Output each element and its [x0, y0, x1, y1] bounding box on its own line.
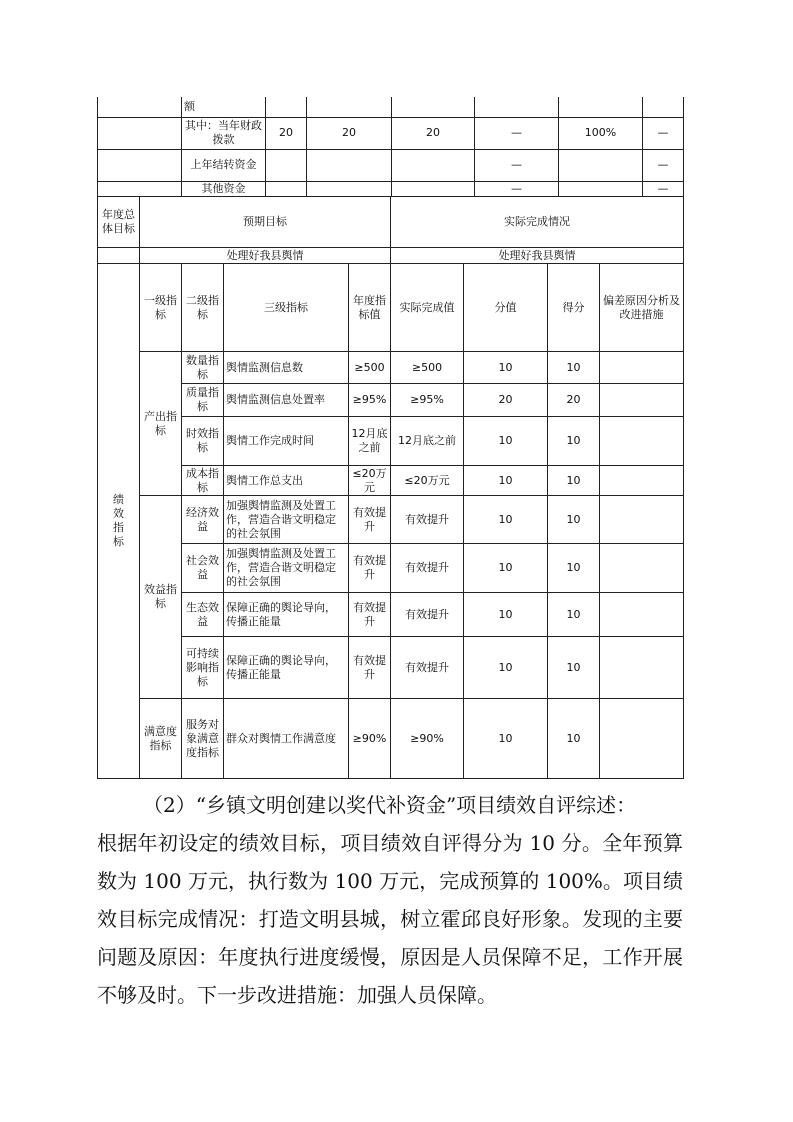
budget-table	[97, 97, 684, 197]
score: 10	[548, 496, 600, 544]
annual-goal-table	[97, 196, 684, 264]
budget-value-c3	[392, 97, 475, 117]
deviation-note	[600, 384, 684, 417]
score: 10	[548, 466, 600, 496]
summary-heading: （2）“乡镇文明创建以奖代补资金”项目绩效自评综述：	[143, 793, 637, 817]
level3-indicator: 保障正确的舆论导向，传播正能量	[224, 593, 349, 637]
score-value: 10	[464, 593, 548, 637]
level2-indicator: 质量指标	[182, 384, 224, 417]
column-header: 二级指标	[182, 264, 224, 352]
score: 10	[548, 637, 600, 699]
annual-goal-label: 年度总体目标	[98, 197, 140, 248]
indicator-row	[98, 544, 684, 593]
budget-row	[98, 117, 684, 149]
indicator-row	[98, 496, 684, 544]
level2-indicator: 数量指标	[182, 352, 224, 384]
actual-value: 有效提升	[391, 544, 464, 593]
indicator-row	[98, 384, 684, 417]
budget-value-c4: —	[475, 181, 559, 196]
deviation-note	[600, 593, 684, 637]
level3-indicator: 舆情工作完成时间	[224, 417, 349, 466]
indicator-row	[98, 352, 684, 384]
actual-value: ≤20万元	[391, 466, 464, 496]
score: 10	[548, 417, 600, 466]
score-value: 10	[464, 417, 548, 466]
summary-body: 根据年初设定的绩效目标，项目绩效自评得分为 10 分。全年预算数为 100 万元，执行数为 100 万元，完成预算的 100%。项目绩效目标完成情况：打造文明县城，树立霍邱良好形象。发现的主要问题及原因：年度执行进度缓慢，原因是人员保障不足，工作开展不够及时。下一步改进措施：加强人员保障。	[97, 831, 683, 1007]
empty-cell	[98, 248, 140, 264]
actual-value: 有效提升	[391, 496, 464, 544]
level1-indicator: 效益指标	[140, 496, 182, 699]
actual-value: ≥95%	[391, 384, 464, 417]
budget-row-label: 其他资金	[182, 181, 266, 196]
deviation-note	[600, 352, 684, 384]
score-value: 10	[464, 352, 548, 384]
level1-indicator: 产出指标	[140, 352, 182, 496]
actual-value: 有效提升	[391, 637, 464, 699]
score: 20	[548, 384, 600, 417]
indicator-row	[98, 593, 684, 637]
score-value: 10	[464, 637, 548, 699]
target-value: ≥95%	[349, 384, 391, 417]
score-value: 20	[464, 384, 548, 417]
expected-goal: 处理好我县舆情	[140, 248, 391, 264]
level3-indicator: 舆情工作总支出	[224, 466, 349, 496]
score: 10	[548, 699, 600, 779]
column-header: 一级指标	[140, 264, 182, 352]
target-value: 有效提升	[349, 637, 391, 699]
column-header: 三级指标	[224, 264, 349, 352]
header-row	[98, 264, 684, 352]
target-value: 12月底之前	[349, 417, 391, 466]
budget-row-label: 额	[182, 97, 266, 117]
budget-value-c2	[307, 97, 392, 117]
level2-indicator: 生态效益	[182, 593, 224, 637]
performance-indicator-label: 绩效指标	[98, 264, 140, 779]
level3-indicator: 群众对舆情工作满意度	[224, 699, 349, 779]
score-value: 10	[464, 466, 548, 496]
target-value: 有效提升	[349, 544, 391, 593]
budget-value-c1	[266, 181, 307, 196]
budget-value-c5	[559, 97, 643, 117]
budget-row	[98, 149, 684, 181]
budget-value-c3	[392, 181, 475, 196]
level2-indicator: 社会效益	[182, 544, 224, 593]
level2-indicator: 经济效益	[182, 496, 224, 544]
budget-value-c2	[307, 181, 392, 196]
deviation-note	[600, 637, 684, 699]
target-value: 有效提升	[349, 496, 391, 544]
empty-cell	[98, 181, 182, 196]
score: 10	[548, 544, 600, 593]
indicator-row	[98, 699, 684, 779]
indicator-table	[97, 263, 684, 779]
actual-value: ≥90%	[391, 699, 464, 779]
budget-row	[98, 181, 684, 196]
level2-indicator: 服务对象满意度指标	[182, 699, 224, 779]
budget-value-c3	[392, 149, 475, 181]
budget-value-c6: —	[643, 117, 684, 149]
budget-value-c3: 20	[392, 117, 475, 149]
deviation-note	[600, 496, 684, 544]
budget-value-c1	[266, 149, 307, 181]
target-value: 有效提升	[349, 593, 391, 637]
budget-value-c1	[266, 97, 307, 117]
budget-value-c4: —	[475, 149, 559, 181]
indicator-row	[98, 417, 684, 466]
budget-value-c2: 20	[307, 117, 392, 149]
deviation-note	[600, 466, 684, 496]
level3-indicator: 保障正确的舆论导向，传播正能量	[224, 637, 349, 699]
level3-indicator: 加强舆情监测及处置工作，营造合谐文明稳定的社会氛围	[224, 544, 349, 593]
column-header: 得分	[548, 264, 600, 352]
target-value: ≤20万元	[349, 466, 391, 496]
budget-value-c5	[559, 181, 643, 196]
deviation-note	[600, 544, 684, 593]
level2-indicator: 时效指标	[182, 417, 224, 466]
actual-value: 有效提升	[391, 593, 464, 637]
summary-section	[97, 786, 683, 1014]
empty-cell	[98, 117, 182, 149]
indicator-row	[98, 637, 684, 699]
level2-indicator: 成本指标	[182, 466, 224, 496]
budget-value-c1: 20	[266, 117, 307, 149]
target-value: ≥90%	[349, 699, 391, 779]
empty-cell	[98, 97, 182, 117]
column-header: 分值	[464, 264, 548, 352]
budget-value-c5: 100%	[559, 117, 643, 149]
budget-row	[98, 97, 684, 117]
level1-indicator: 满意度指标	[140, 699, 182, 779]
level3-indicator: 舆情监测信息处置率	[224, 384, 349, 417]
target-value: ≥500	[349, 352, 391, 384]
actual-goal: 处理好我县舆情	[391, 248, 684, 264]
column-header: 年度指标值	[349, 264, 391, 352]
score-value: 10	[464, 496, 548, 544]
level2-indicator: 可持续影响指标	[182, 637, 224, 699]
score: 10	[548, 352, 600, 384]
score-value: 10	[464, 544, 548, 593]
budget-row-label: 上年结转资金	[182, 149, 266, 181]
deviation-note	[600, 417, 684, 466]
actual-value: 12月底之前	[391, 417, 464, 466]
budget-value-c6: —	[643, 181, 684, 196]
budget-value-c4	[475, 97, 559, 117]
column-header: 偏差原因分析及改进措施	[600, 264, 684, 352]
budget-value-c6	[643, 97, 684, 117]
budget-value-c6: —	[643, 149, 684, 181]
budget-value-c2	[307, 149, 392, 181]
score-value: 10	[464, 699, 548, 779]
budget-value-c4: —	[475, 117, 559, 149]
budget-row-label: 其中：当年财政拨款	[182, 117, 266, 149]
budget-value-c5	[559, 149, 643, 181]
score: 10	[548, 593, 600, 637]
empty-cell	[98, 149, 182, 181]
actual-goal-header: 实际完成情况	[391, 197, 684, 248]
level3-indicator: 加强舆情监测及处置工作，营造合谐文明稳定的社会氛围	[224, 496, 349, 544]
expected-goal-header: 预期目标	[140, 197, 391, 248]
column-header: 实际完成值	[391, 264, 464, 352]
indicator-row	[98, 466, 684, 496]
level3-indicator: 舆情监测信息数	[224, 352, 349, 384]
actual-value: ≥500	[391, 352, 464, 384]
deviation-note	[600, 699, 684, 779]
